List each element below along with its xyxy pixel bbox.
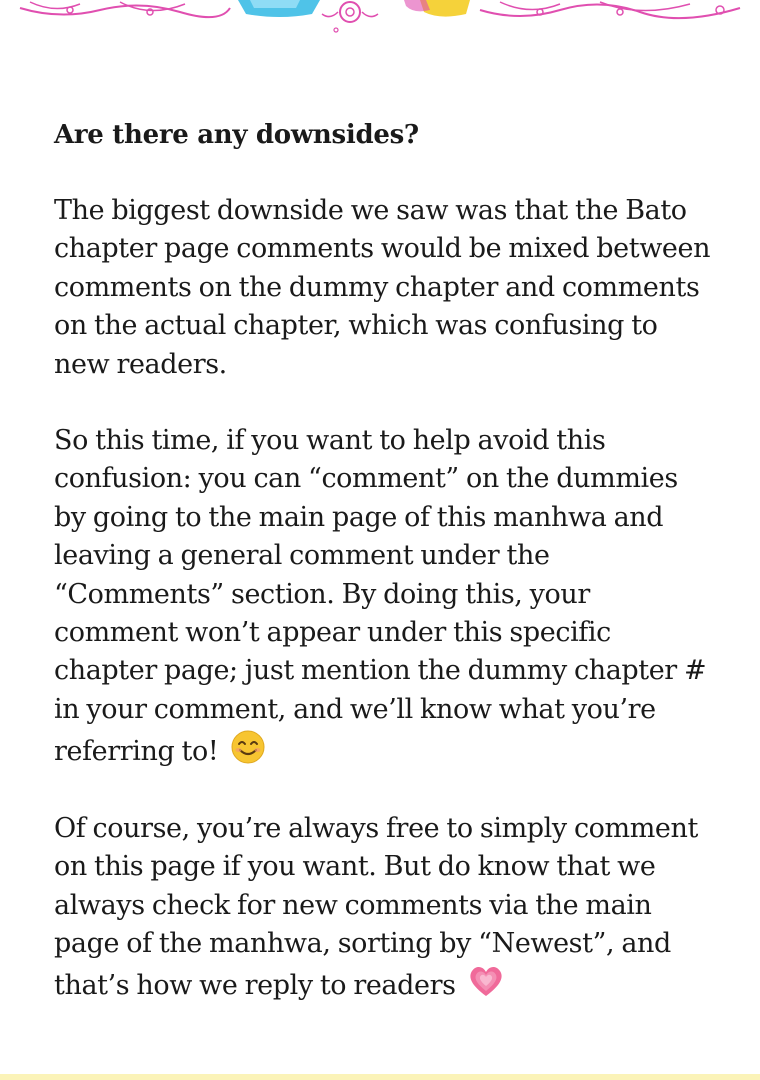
paragraph-text: So this time, if you want to help avoid this confusion: you can “comment” on the dummies by going to the main page of this manhwa and leaving a general comment under the “Comments” section. By doing this, your comment won’t appear under this specific chapter page; just mention the dummy chapter # in your comment, and we’ll know what you’re referring to! bbox=[54, 425, 707, 768]
top-floral-border bbox=[0, 0, 760, 36]
smiling-face-icon bbox=[230, 729, 266, 765]
paragraph-downside bbox=[54, 192, 714, 384]
center-flower bbox=[322, 2, 378, 32]
floral-border-left bbox=[20, 2, 230, 17]
floral-border-right bbox=[480, 2, 740, 18]
bottom-yellow-strip bbox=[0, 1074, 760, 1080]
growing-heart-icon bbox=[467, 963, 505, 999]
cyan-ribbon bbox=[238, 0, 320, 17]
paragraph-instructions bbox=[54, 422, 714, 772]
paragraph-reply-note bbox=[54, 810, 714, 1006]
section-heading: Are there any downsides? bbox=[54, 120, 419, 150]
paragraph-text: Of course, you’re always free to simply comment on this page if you want. But do know that we always check for new comments via the main page of the manhwa, sorting by “Newest”, and that’s how we reply to readers bbox=[54, 812, 698, 1002]
yellow-ribbon bbox=[404, 0, 470, 17]
article-body bbox=[54, 116, 714, 1044]
paragraph-text: The biggest downside we saw was that the Bato chapter page comments would be mixed between comments on the dummy chapter and comments on the actual chapter, which was confusing to new readers. bbox=[54, 195, 711, 380]
